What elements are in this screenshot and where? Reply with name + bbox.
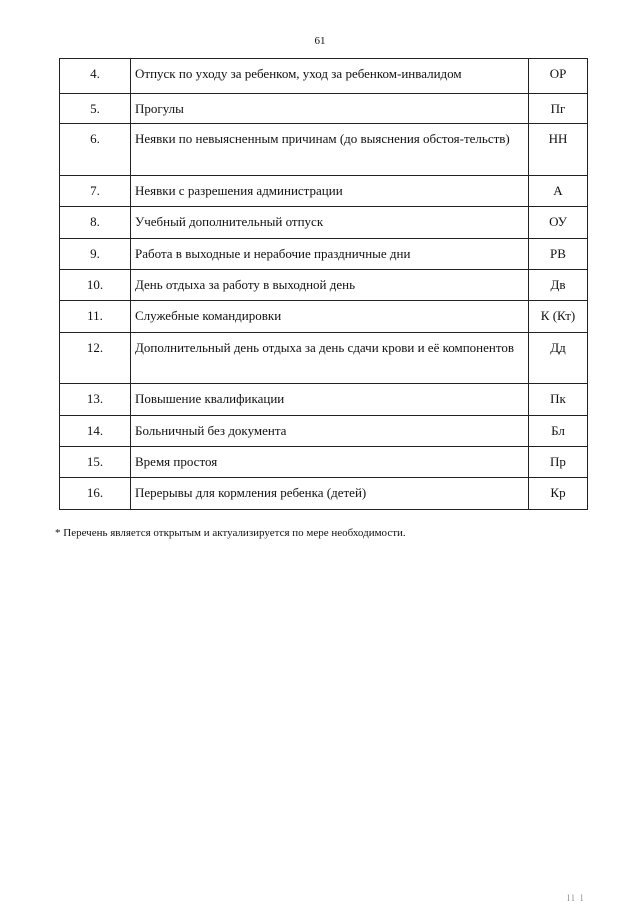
corner-mark: ll l (567, 893, 585, 903)
row-number: 6. (60, 124, 131, 176)
row-number: 7. (60, 176, 131, 207)
row-code: Пр (529, 447, 588, 478)
table-row (60, 239, 588, 270)
table-row (60, 59, 588, 94)
row-description: Время простоя (131, 447, 529, 478)
table-row (60, 124, 588, 176)
row-code: Дв (529, 270, 588, 301)
row-description: Учебный дополнительный отпуск (131, 207, 529, 239)
table-row (60, 416, 588, 447)
table-row (60, 301, 588, 333)
row-code: Кр (529, 478, 588, 510)
row-description: Неявки с разрешения администрации (131, 176, 529, 207)
row-number: 14. (60, 416, 131, 447)
row-code: Дд (529, 333, 588, 384)
row-description: Больничный без документа (131, 416, 529, 447)
footnote: * Перечень является открытым и актуализируется по мере необходимости. (55, 527, 406, 539)
table-row (60, 478, 588, 510)
row-description: Отпуск по уходу за ребенком, уход за ребенком-инвалидом (131, 59, 529, 94)
row-description: Прогулы (131, 94, 529, 124)
row-code: ОР (529, 59, 588, 94)
row-code: А (529, 176, 588, 207)
row-description: Повышение квалификации (131, 384, 529, 416)
table-row (60, 94, 588, 124)
row-description: Перерывы для кормления ребенка (детей) (131, 478, 529, 510)
row-code: Пк (529, 384, 588, 416)
row-number: 13. (60, 384, 131, 416)
table-row (60, 207, 588, 239)
row-description: Дополнительный день отдыха за день сдачи крови и её компонентов (131, 333, 529, 384)
table-row (60, 270, 588, 301)
row-number: 8. (60, 207, 131, 239)
row-description: Работа в выходные и нерабочие праздничные дни (131, 239, 529, 270)
table-row (60, 384, 588, 416)
page-number: 61 (314, 35, 326, 47)
row-code: ОУ (529, 207, 588, 239)
table-row (60, 333, 588, 384)
row-code: К (Кт) (529, 301, 588, 333)
row-number: 15. (60, 447, 131, 478)
table-row (60, 176, 588, 207)
row-code: Бл (529, 416, 588, 447)
row-description: Служебные командировки (131, 301, 529, 333)
row-code: РВ (529, 239, 588, 270)
row-number: 9. (60, 239, 131, 270)
row-number: 5. (60, 94, 131, 124)
row-number: 12. (60, 333, 131, 384)
row-code: НН (529, 124, 588, 176)
row-code: Пг (529, 94, 588, 124)
row-description: День отдыха за работу в выходной день (131, 270, 529, 301)
row-number: 10. (60, 270, 131, 301)
absence-codes-table (59, 58, 588, 510)
row-number: 11. (60, 301, 131, 333)
row-number: 16. (60, 478, 131, 510)
row-number: 4. (60, 59, 131, 94)
row-description: Неявки по невыясненным причинам (до выяснения обстоя-тельств) (131, 124, 529, 176)
table-row (60, 447, 588, 478)
